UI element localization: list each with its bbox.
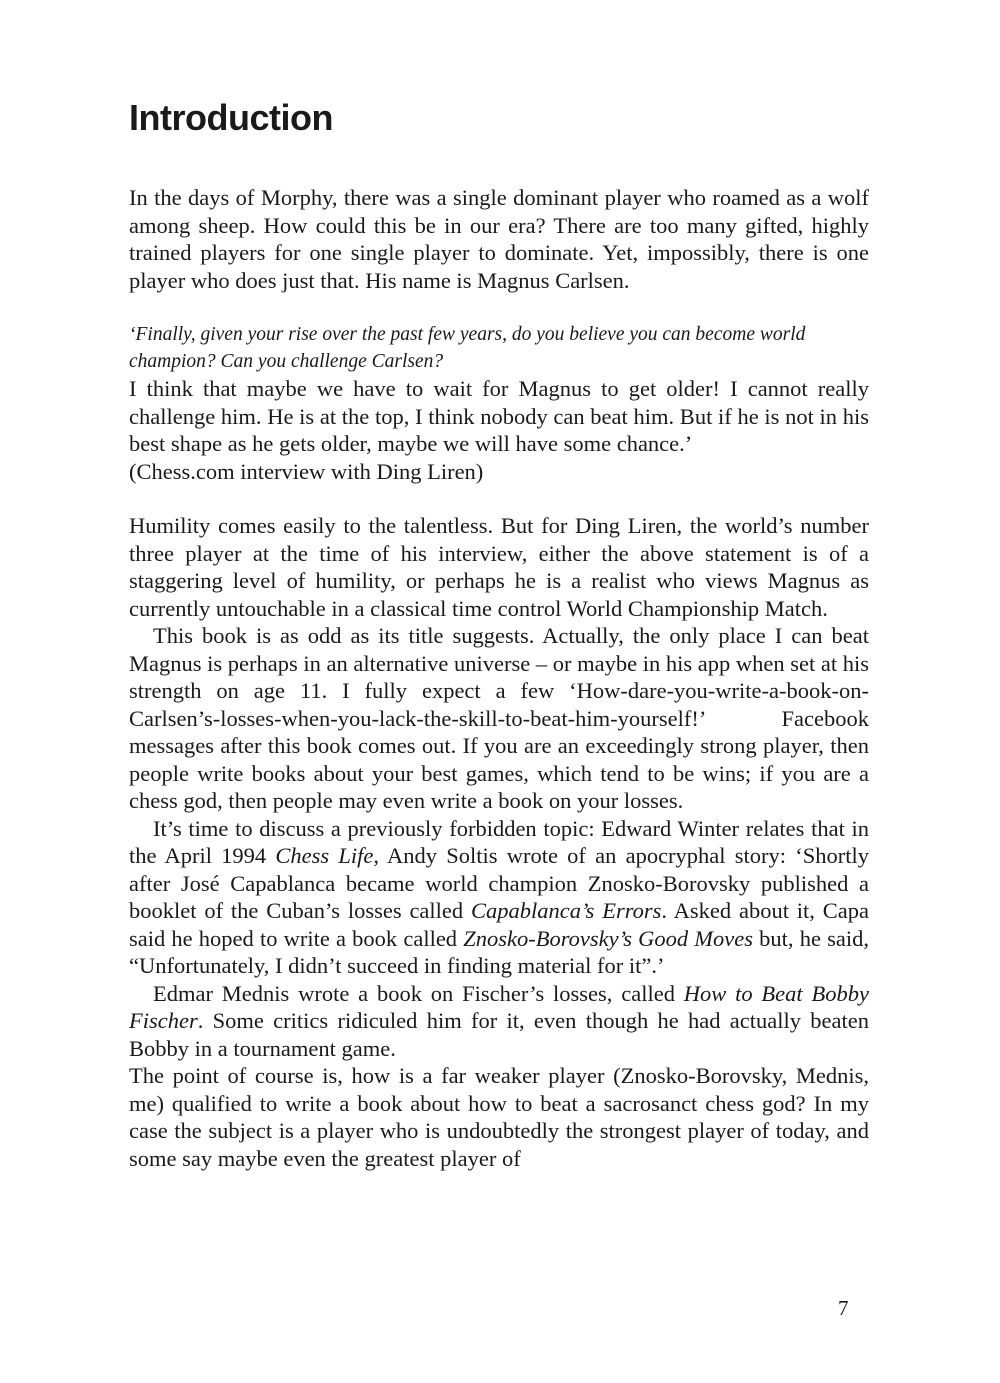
- interview-quote: [129, 321, 869, 485]
- quote-source: (Chess.com interview with Ding Liren): [129, 458, 484, 484]
- paragraph-humility: Humility comes easily to the talentless. But for Ding Liren, the world’s number three player at the time of his interview, either the above statement is of a staggering level of humility, or perhaps he is a realist who views Magnus as currently untouchable in a classical time control World Championship Match.: [129, 513, 869, 621]
- quote-answer: I think that maybe we have to wait for Magnus to get older! I cannot really challenge him. He is at the top, I think nobody can beat him. But if he is not in his best shape as he gets older, maybe we will have some chance.’: [129, 376, 869, 456]
- page-number: 7: [838, 1296, 849, 1320]
- paragraph-point: The point of course is, how is a far weaker player (Znosko-Borovsky, Mednis, me) qualified to write a book about how to beat a sacrosanct chess god? In my case the subject is a player who is undoubtedly the strongest player of today, and some say maybe even the greatest player of: [129, 1063, 869, 1171]
- paragraph-mednis: Edmar Mednis wrote a book on Fischer’s losses, called How to Beat Bobby Fischer. Some critics ridiculed him for it, even though he had actually beaten Bobby in a tournament game.: [129, 980, 869, 1061]
- quote-question: ‘Finally, given your rise over the past few years, do you believe you can become world champion? Can you challenge Carlsen?: [129, 324, 806, 372]
- paragraph-forbidden-topic: It’s time to discuss a previously forbidden topic: Edward Winter relates that in the April 1994 Chess Life, Andy Soltis wrote of an apocryphal story: ‘Shortly after José Capablanca became world champion Znosko-Borovsky published a booklet of the Cuban’s losses called Capablanca’s Errors. Asked about it, Capa said he hoped to write a book called Znosko-Borovsky’s Good Moves but, he said, “Unfortunately, I didn’t succeed in finding material for it”.’: [129, 815, 869, 978]
- page-body: [129, 96, 869, 1172]
- paragraph-odd-book: This book is as odd as its title suggests. Actually, the only place I can beat Magnus is perhaps in an alternative universe – or maybe in his app when set at his strength on age 11. I fully expect a few ‘How-dare-you-write-a-book-on-Carlsen’s-losses-when-you-lack-the-skill-to-beat-him-yourself!’ Facebook messages after this book comes out. If you are an exceedingly strong player, then people write books about your best games, which tend to be wins; if you are a chess god, then people may even write a book on your losses.: [129, 623, 869, 813]
- paragraph-intro: In the days of Morphy, there was a single dominant player who roamed as a wolf among sheep. How could this be in our era? There are too many gifted, highly trained players for one single player to dominate. Yet, impossibly, there is one player who does just that. His name is Magnus Carlsen.: [129, 185, 869, 293]
- chapter-heading: Introduction: [129, 97, 333, 138]
